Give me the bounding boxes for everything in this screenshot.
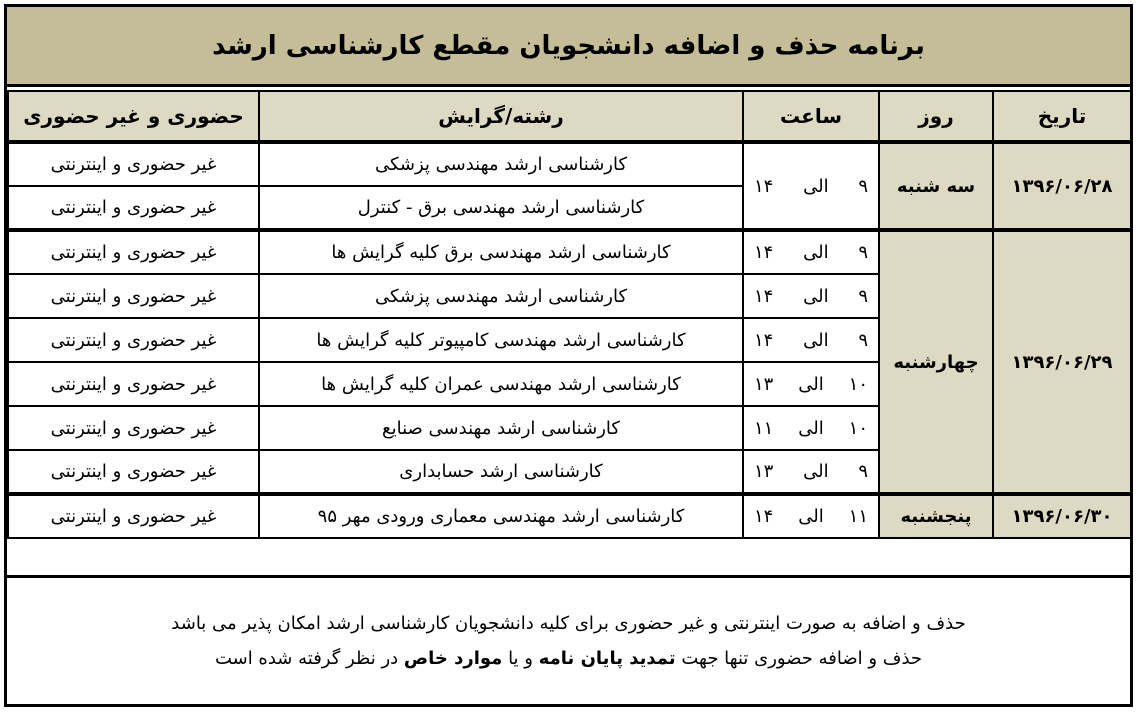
time-sep: الی: [798, 373, 824, 395]
note-line-1: حذف و اضافه به صورت اینترنتی و غیر حضوری برای کلیه دانشجویان کارشناسی ارشد امکان پذیر می باشد: [171, 613, 966, 634]
table-row: [8, 494, 1131, 538]
field-cell: کارشناسی ارشد مهندسی عمران کلیه گرایش ها: [259, 362, 743, 406]
note-emphasis: تمدید پایان نامه: [538, 648, 676, 669]
mode-cell: غیر حضوری و اینترنتی: [8, 406, 259, 450]
date-cell: ۱۳۹۶/۰۶/۲۸: [993, 142, 1131, 230]
mode-cell: غیر حضوری و اینترنتی: [8, 274, 259, 318]
date-cell: ۱۳۹۶/۰۶/۲۹: [993, 230, 1131, 494]
time-cell: [743, 274, 879, 318]
mode-cell: غیر حضوری و اینترنتی: [8, 186, 259, 230]
notes-section: [7, 575, 1130, 704]
note-line-2: [7, 648, 1130, 669]
time-sep: الی: [803, 329, 829, 351]
field-cell: کارشناسی ارشد مهندسی پزشکی: [259, 274, 743, 318]
header-day: روز: [879, 91, 993, 142]
note-text: و یا: [508, 648, 533, 669]
header-date: تاریخ: [993, 91, 1131, 142]
note-text: حذف و اضافه حضوری تنها جهت: [681, 648, 923, 669]
field-cell: کارشناسی ارشد مهندسی برق - کنترل: [259, 186, 743, 230]
time-cell: [743, 494, 879, 538]
mode-cell: غیر حضوری و اینترنتی: [8, 318, 259, 362]
time-from: ۱۰: [848, 417, 868, 439]
date-cell: ۱۳۹۶/۰۶/۳۰: [993, 494, 1131, 538]
time-sep: الی: [803, 175, 829, 197]
mode-cell: غیر حضوری و اینترنتی: [8, 142, 259, 186]
time-cell: [743, 142, 879, 230]
day-cell: چهارشنبه: [879, 230, 993, 494]
field-cell: کارشناسی ارشد مهندسی صنایع: [259, 406, 743, 450]
time-cell: [743, 230, 879, 274]
field-cell: کارشناسی ارشد مهندسی معماری ورودی مهر ۹۵: [259, 494, 743, 538]
schedule-document: [4, 4, 1133, 707]
time-sep: الی: [798, 417, 824, 439]
time-to: ۱۱: [754, 417, 774, 439]
field-cell: کارشناسی ارشد مهندسی پزشکی: [259, 142, 743, 186]
header-mode: حضوری و غیر حضوری: [8, 91, 259, 142]
time-from: ۹: [858, 329, 868, 351]
header-time: ساعت: [743, 91, 879, 142]
note-text: در نظر گرفته شده است: [214, 648, 399, 669]
field-cell: کارشناسی ارشد مهندسی کامپیوتر کلیه گرایش ها: [259, 318, 743, 362]
time-sep: الی: [803, 242, 829, 263]
field-cell: کارشناسی ارشد حسابداری: [259, 450, 743, 494]
time-to: ۱۴: [754, 285, 774, 307]
mode-cell: غیر حضوری و اینترنتی: [8, 450, 259, 494]
mode-cell: غیر حضوری و اینترنتی: [8, 230, 259, 274]
table-row: [8, 142, 1131, 186]
time-from: ۱۰: [848, 373, 868, 395]
time-to: ۱۴: [754, 506, 774, 527]
header-field: رشته/گرایش: [259, 91, 743, 142]
time-from: ۹: [858, 242, 868, 263]
time-sep: الی: [798, 506, 824, 527]
time-cell: [743, 450, 879, 494]
day-cell: سه شنبه: [879, 142, 993, 230]
time-cell: [743, 318, 879, 362]
time-from: ۹: [858, 461, 868, 482]
table-row: [8, 230, 1131, 274]
time-cell: [743, 362, 879, 406]
time-to: ۱۴: [754, 329, 774, 351]
time-to: ۱۳: [754, 373, 774, 395]
note-emphasis: موارد خاص: [403, 648, 503, 669]
table-header-row: [8, 91, 1131, 142]
time-sep: الی: [803, 285, 829, 307]
mode-cell: غیر حضوری و اینترنتی: [8, 362, 259, 406]
time-to: ۱۴: [754, 175, 774, 197]
page-title: برنامه حذف و اضافه دانشجویان مقطع کارشناسی ارشد: [7, 7, 1130, 87]
time-to: ۱۴: [754, 242, 774, 263]
field-cell: کارشناسی ارشد مهندسی برق کلیه گرایش ها: [259, 230, 743, 274]
mode-cell: غیر حضوری و اینترنتی: [8, 494, 259, 538]
schedule-table: [7, 90, 1132, 539]
time-to: ۱۳: [754, 461, 774, 482]
time-from: ۱۱: [848, 506, 868, 527]
time-from: ۹: [858, 285, 868, 307]
time-from: ۹: [858, 175, 868, 197]
time-cell: [743, 406, 879, 450]
day-cell: پنجشنبه: [879, 494, 993, 538]
time-sep: الی: [803, 461, 829, 482]
